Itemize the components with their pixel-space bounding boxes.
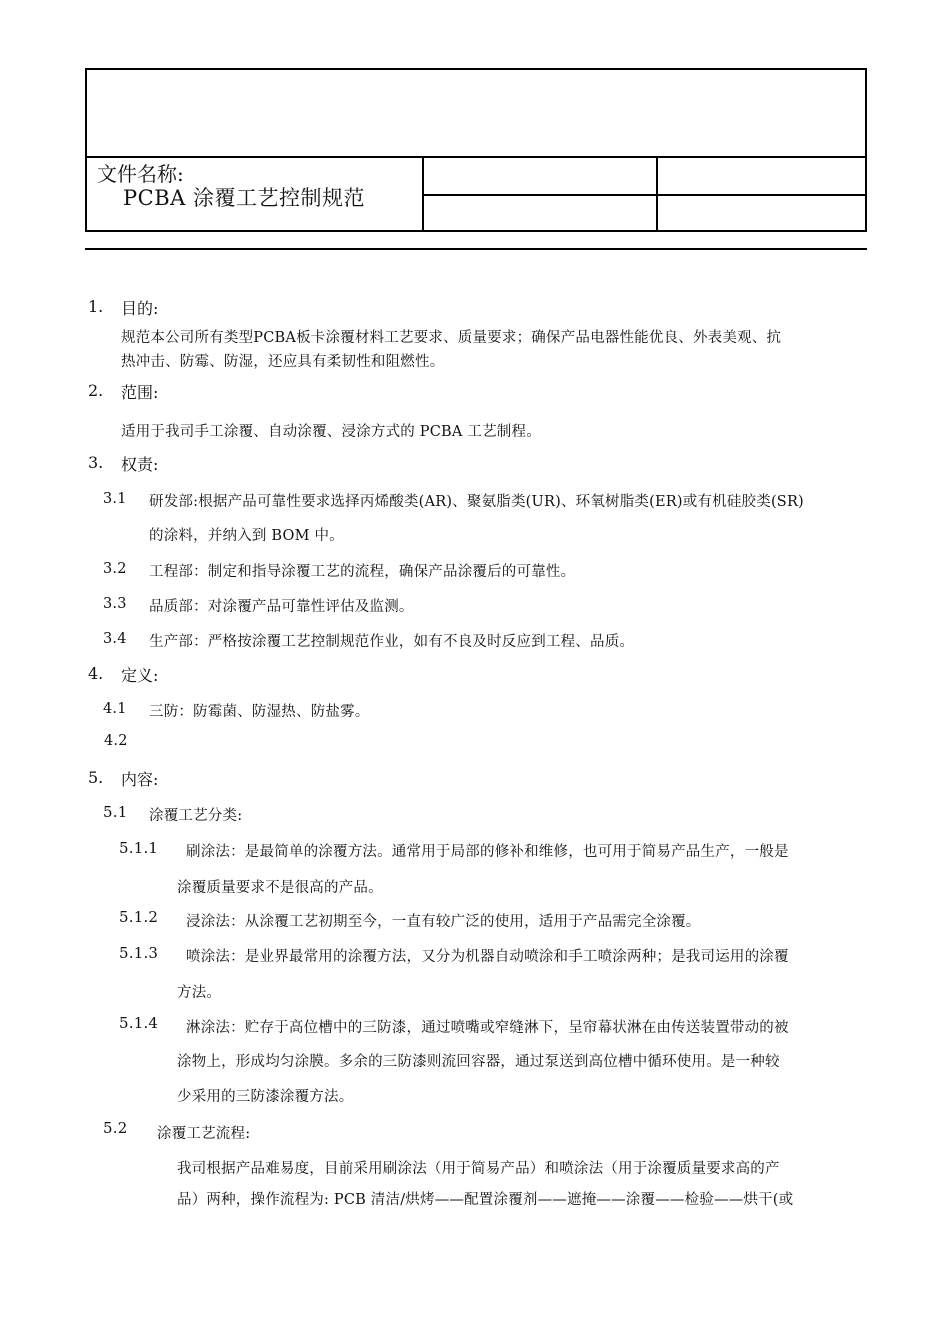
section-4-number: 4. bbox=[88, 664, 104, 683]
section-4-2-number: 4.2 bbox=[104, 733, 128, 749]
section-1-text-2: 热冲击、防霉、防湿，还应具有柔韧性和阻燃性。 bbox=[121, 354, 445, 370]
section-4-title: 定义: bbox=[121, 666, 159, 685]
section-5-1-title: 涂覆工艺分类: bbox=[149, 808, 243, 824]
section-3-1-number: 3.1 bbox=[103, 491, 127, 507]
section-5-1-4-text-1: 淋涂法：贮存于高位槽中的三防漆，通过喷嘴或窄缝淋下，呈帘幕状淋在由传送装置带动的被 bbox=[186, 1020, 789, 1036]
section-3-2-text-1: 工程部：制定和指导涂覆工艺的流程，确保产品涂覆后的可靠性。 bbox=[149, 564, 576, 580]
section-5-1-4-text-3: 少采用的三防漆涂覆方法。 bbox=[177, 1089, 354, 1105]
section-3-3-text-1: 品质部：对涂覆产品可靠性评估及监测。 bbox=[149, 599, 414, 615]
section-5-1-3-text-2: 方法。 bbox=[177, 985, 222, 1001]
section-4-1-number: 4.1 bbox=[103, 701, 127, 717]
section-5-2-number: 5.2 bbox=[103, 1119, 128, 1137]
section-3-title: 权责: bbox=[121, 455, 159, 474]
section-2-number: 2. bbox=[88, 381, 104, 400]
header-logo-area bbox=[87, 70, 865, 158]
section-5-1-3-text-1: 喷涂法：是业界最常用的涂覆方法，又分为机器自动喷涂和手工喷涂两种；是我司运用的涂覆 bbox=[186, 949, 789, 965]
section-2-text-1: 适用于我司手工涂覆、自动涂覆、浸涂方式的 PCBA 工艺制程。 bbox=[121, 424, 541, 440]
section-3-1-text-1: 研发部:根据产品可靠性要求选择丙烯酸类(AR)、聚氨脂类(UR)、环氧树脂类(ER)或有机硅胶类(SR) bbox=[149, 494, 804, 510]
header-row-divider bbox=[424, 194, 867, 196]
section-5-1-2-number: 5.1.2 bbox=[119, 908, 159, 926]
section-5-1-1-text-2: 涂覆质量要求不是很高的产品。 bbox=[177, 880, 383, 896]
document-title: PCBA 涂覆工艺控制规范 bbox=[123, 186, 365, 210]
file-name-cell bbox=[87, 158, 424, 230]
section-1-text-1: 规范本公司所有类型PCBA板卡涂覆材料工艺要求、质量要求；确保产品电器性能优良、外表美观、抗 bbox=[121, 330, 782, 346]
section-5-1-number: 5.1 bbox=[103, 803, 128, 821]
document-header-table bbox=[85, 68, 867, 232]
section-3-2-number: 3.2 bbox=[103, 561, 127, 577]
section-3-4-number: 3.4 bbox=[103, 631, 127, 647]
section-5-1-4-number: 5.1.4 bbox=[119, 1014, 159, 1032]
section-5-2-title: 涂覆工艺流程: bbox=[157, 1126, 251, 1142]
section-3-number: 3. bbox=[88, 453, 104, 472]
section-1-number: 1. bbox=[88, 297, 104, 316]
section-3-4-text-1: 生产部：严格按涂覆工艺控制规范作业，如有不良及时反应到工程、品质。 bbox=[149, 634, 635, 650]
section-4-1-text-1: 三防：防霉菌、防湿热、防盐雾。 bbox=[149, 704, 370, 720]
section-2-title: 范围: bbox=[121, 383, 159, 402]
section-5-2-text-1: 我司根据产品难易度，目前采用刷涂法（用于简易产品）和喷涂法（用于涂覆质量要求高的产 bbox=[177, 1161, 780, 1177]
section-5-1-1-text-1: 刷涂法：是最简单的涂覆方法。通常用于局部的修补和维修，也可用于简易产品生产，一般是 bbox=[186, 844, 789, 860]
section-1-title: 目的: bbox=[121, 299, 159, 318]
section-5-title: 内容: bbox=[121, 770, 159, 789]
section-3-1-text-2: 的涂料，并纳入到 BOM 中。 bbox=[149, 528, 344, 544]
file-name-label: 文件名称: bbox=[97, 162, 184, 186]
header-separator-line bbox=[85, 248, 867, 250]
section-5-1-1-number: 5.1.1 bbox=[119, 839, 159, 857]
section-5-1-4-text-2: 涂物上，形成均匀涂膜。多余的三防漆则流回容器，通过泵送到高位槽中循环使用。是一种较 bbox=[177, 1054, 780, 1070]
section-5-number: 5. bbox=[88, 768, 104, 787]
section-5-2-text-2: 品）两种，操作流程为: PCB 清洁/烘烤——配置涂覆剂——遮掩——涂覆——检验——烘干(或 bbox=[177, 1192, 794, 1208]
section-5-1-3-number: 5.1.3 bbox=[119, 944, 159, 962]
section-3-3-number: 3.3 bbox=[103, 596, 127, 612]
section-5-1-2-text-1: 浸涂法：从涂覆工艺初期至今，一直有较广泛的使用，适用于产品需完全涂覆。 bbox=[186, 914, 701, 930]
